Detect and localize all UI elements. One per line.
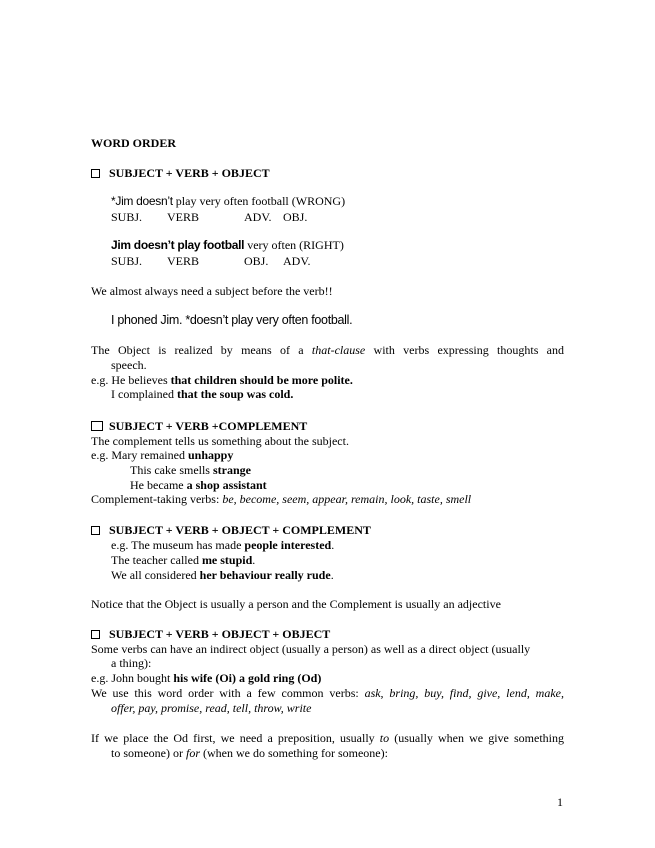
example-right: Jim doesn’t play football very often (RIGHT) <box>111 238 344 252</box>
checkbox-icon <box>91 526 100 535</box>
example-considered: We all considered her behaviour really rude. <box>111 568 334 582</box>
example-teacher: The teacher called me stupid. <box>111 553 256 567</box>
example-became: He became a shop assistant <box>130 478 267 492</box>
section-heading-svoc: SUBJECT + VERB + OBJECT + COMPLEMENT <box>91 523 371 537</box>
indirect-object-intro: Some verbs can have an indirect object (usually a person) as well as a direct object (usually <box>91 642 531 656</box>
that-clause-text-cont: speech. <box>111 358 147 372</box>
subject-note: We almost always need a subject before the verb!! <box>91 284 333 298</box>
example-wrong: *Jim doesn’t play very often football (WRONG) <box>111 194 346 208</box>
svoo-verbs: We use this word order with a few common verbs: ask, bring, buy, find, give, lend, make, <box>91 686 565 700</box>
checkbox-icon <box>91 169 100 178</box>
checkbox-icon <box>91 630 100 639</box>
page-title: WORD ORDER <box>91 136 177 150</box>
example-museum: e.g. The museum has made people interested. <box>111 538 335 552</box>
example-smells: This cake smells strange <box>130 463 251 477</box>
section-heading-svoo: SUBJECT + VERB + OBJECT + OBJECT <box>91 627 330 641</box>
example-phoned: I phoned Jim. *doesn’t play very often football. <box>111 313 353 327</box>
section-heading-svo: SUBJECT + VERB + OBJECT <box>91 166 270 180</box>
example-believes: e.g. He believes that children should be more polite. <box>91 373 353 387</box>
complement-intro: The complement tells us something about the subject. <box>91 434 349 448</box>
checkbox-icon <box>91 421 103 431</box>
section-heading-svc: SUBJECT + VERB +COMPLEMENT <box>91 419 307 433</box>
example-remained: e.g. Mary remained unhappy <box>91 448 234 462</box>
indirect-object-intro-cont: a thing): <box>111 656 152 670</box>
that-clause-text: The Object is realized by means of a that-clause with verbs expressing thoughts and <box>91 343 565 357</box>
object-complement-note: Notice that the Object is usually a person and the Complement is usually an adjective <box>91 597 501 611</box>
page-number: 1 <box>557 795 563 809</box>
example-john: e.g. John bought his wife (Oi) a gold ring (Od) <box>91 671 322 685</box>
preposition-note-cont: to someone) or for (when we do something for someone): <box>111 746 388 760</box>
complement-verbs: Complement-taking verbs: be, become, seem, appear, remain, look, taste, smell <box>91 492 472 506</box>
preposition-note: If we place the Od first, we need a preposition, usually to (usually when we give something <box>91 731 564 745</box>
svoo-verbs-cont: offer, pay, promise, read, tell, throw, write <box>111 701 312 715</box>
example-complained: I complained that the soup was cold. <box>111 387 294 401</box>
